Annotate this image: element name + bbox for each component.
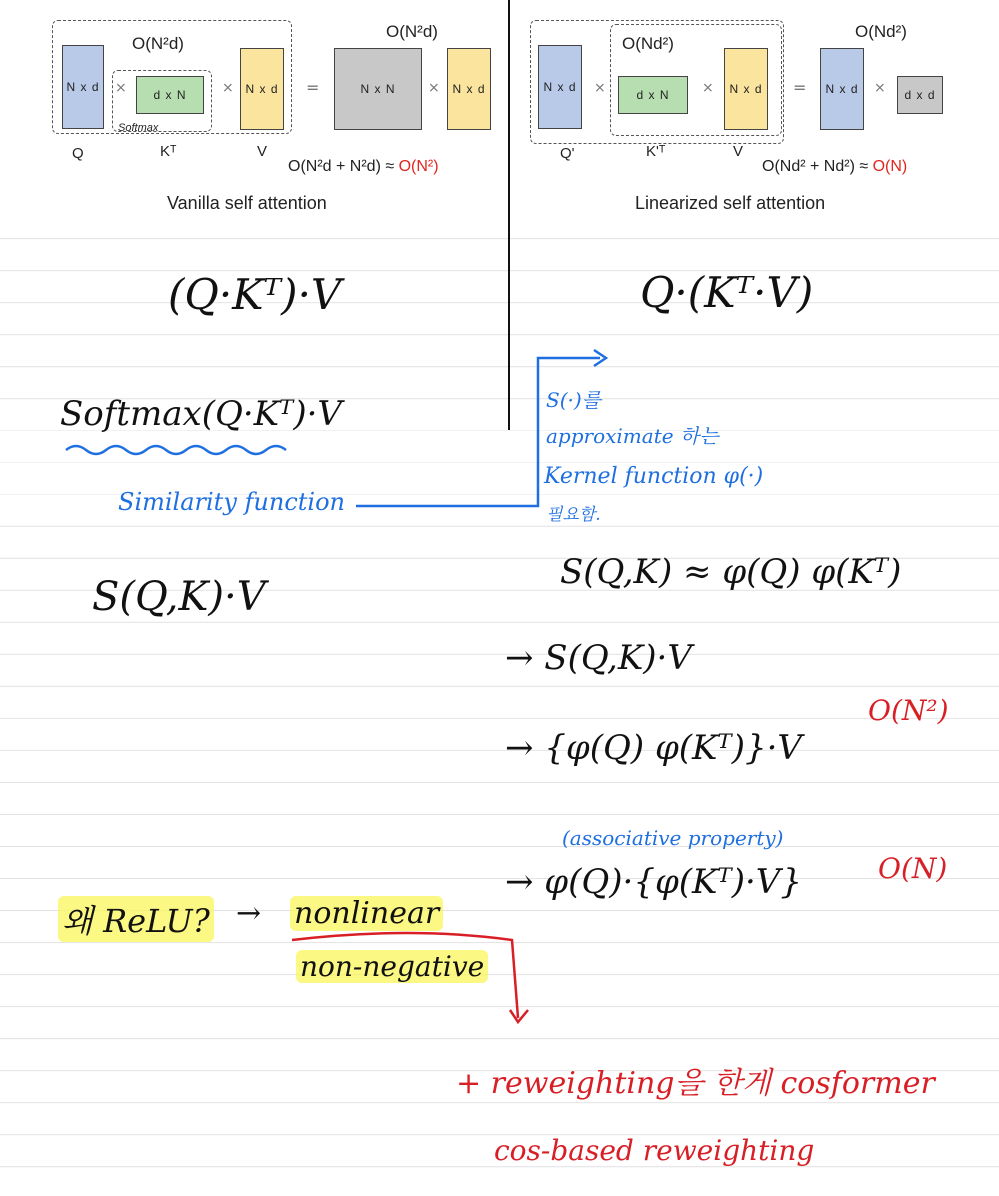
vanilla-result-v: N x d [447,48,491,130]
times-icon: ⨯ [874,80,886,96]
linear-total-highlight: O(N) [872,158,908,175]
note-step2: → {φ(Q) φ(Kᵀ)}·V [505,728,802,768]
note-step2-complexity: O(N²) [868,694,949,727]
softmax-wavy-underline [66,446,286,454]
note-step1: → S(Q,K)·V [505,638,692,678]
times-icon: ⨯ [115,80,127,96]
vanilla-result-block: N x N [334,48,422,130]
similarity-arrow [356,358,600,506]
linear-block-kt: d x N [618,76,688,114]
linear-label-kt: K'ᵀ [646,143,666,160]
note-kernel-3: Kernel function φ(·) [544,464,764,489]
linear-inner-complexity: O(Nd²) [622,34,674,53]
linear-label-v: V [733,143,744,160]
linear-result-q: N x d [820,48,864,130]
note-nonlinear: nonlinear [290,896,443,931]
vanilla-inner-complexity: O(N²d) [132,34,184,53]
note-similarity-function: Similarity function [118,488,345,516]
note-cosformer: + reweighting을 한게 cosformer [456,1066,935,1101]
vanilla-outer-complexity: O(N²d) [386,22,438,41]
vanilla-caption: Vanilla self attention [167,193,327,213]
linear-label-q: Q' [560,145,575,162]
vanilla-label-q: Q [72,145,84,162]
note-associative: (associative property) [562,826,784,850]
vanilla-label-kt: Kᵀ [160,143,177,160]
linear-block-q: N x d [538,45,582,129]
note-step3-complexity: O(N) [878,852,948,885]
vanilla-total-complexity: O(N²d + N²d) ≈ O(N²) [288,158,439,175]
linear-block-v: N x d [724,48,768,130]
arrow-icon: → [236,896,262,931]
note-linear-formula: Q·(Kᵀ·V) [640,268,814,317]
times-icon: ⨯ [222,80,234,96]
note-softmax-formula: Softmax(Q·Kᵀ)·V [60,394,342,434]
linear-result-block: d x d [897,76,943,114]
equals-icon: = [793,78,807,97]
note-nonnegative: non-negative [296,950,488,983]
note-kernel-4: 필요함. [546,505,601,525]
linear-caption: Linearized self attention [635,193,826,213]
vanilla-total-highlight: O(N²) [398,158,439,175]
note-kernel-1: S(·)를 [546,388,601,412]
note-s-qk-v: S(Q,K)·V [92,574,266,620]
vanilla-label-v: V [257,143,268,160]
note-approx-line: S(Q,K) ≈ φ(Q) φ(Kᵀ) [560,552,902,592]
note-vanilla-formula: (Q·Kᵀ)·V [168,270,342,319]
vanilla-block-q: N x d [62,45,104,129]
red-bracket-arrow [292,933,518,1018]
note-step3: → φ(Q)·{φ(Kᵀ)·V} [505,862,802,902]
note-why-relu: 왜 ReLU? [58,896,214,942]
note-kernel-2: approximate 하는 [546,424,719,448]
note-cos-reweighting: cos-based reweighting [494,1134,815,1167]
times-icon: ⨯ [428,80,440,96]
linear-outer-complexity: O(Nd²) [855,22,907,41]
vanilla-block-kt: d x N [136,76,204,114]
linear-total-complexity: O(Nd² + Nd²) ≈ O(N) [762,158,908,175]
vanilla-block-v: N x d [240,48,284,130]
times-icon: ⨯ [594,80,606,96]
softmax-label: Softmax [118,122,159,134]
times-icon: ⨯ [702,80,714,96]
equals-icon: = [306,78,320,97]
